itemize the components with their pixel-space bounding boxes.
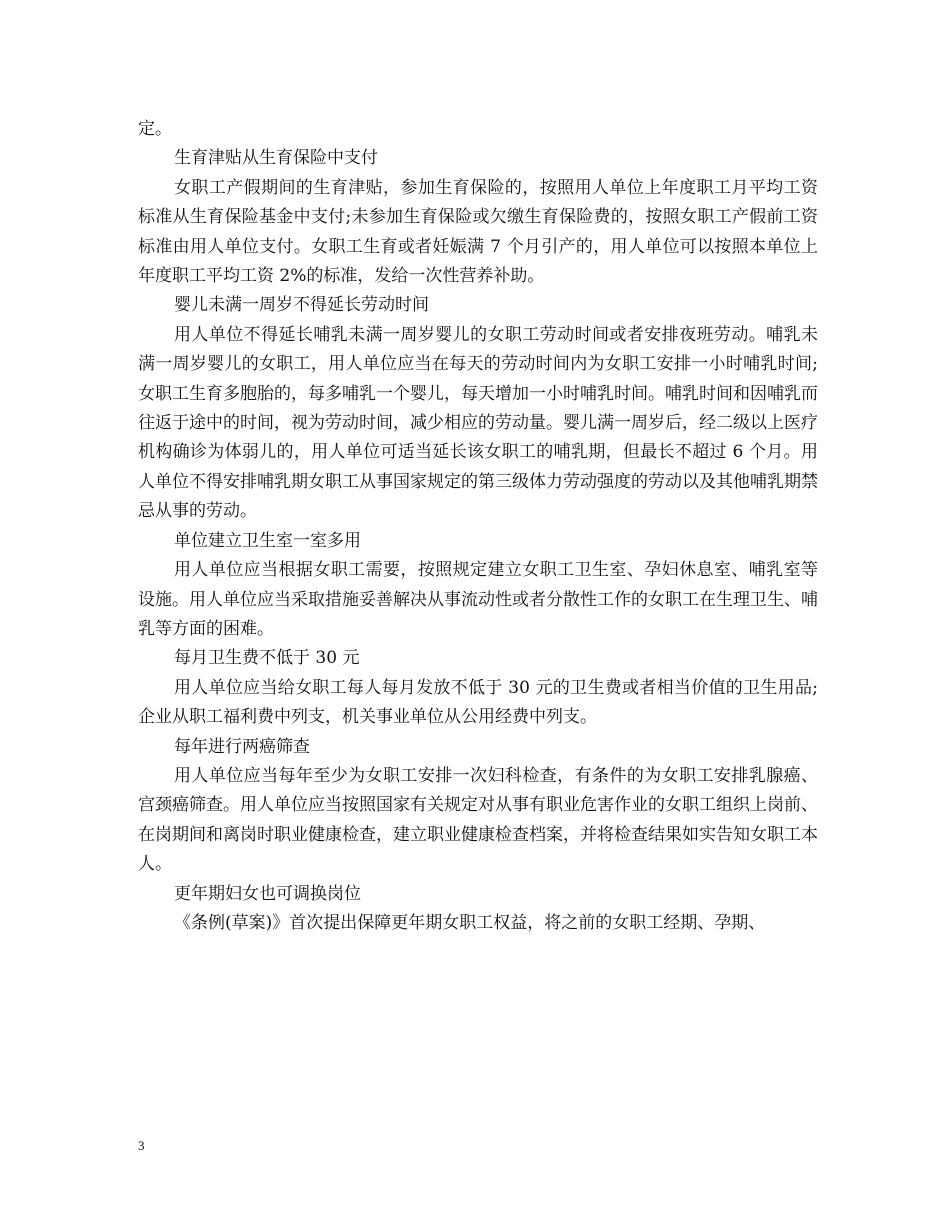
section-heading-health-room: 单位建立卫生室一室多用 [174,530,361,551]
section-heading-menopause-reassignment: 更年期妇女也可调换岗位 [174,883,361,904]
paragraph-menopause-reassignment: 《条例(草案)》首次提出保障更年期女职工权益，将之前的女职工经期、孕期、 [174,912,766,933]
document-body [138,115,818,938]
section-heading-infant-working-hours: 婴儿未满一周岁不得延长劳动时间 [174,295,429,316]
section-heading-cancer-screening: 每年进行两癌筛查 [174,736,310,757]
paragraph-health-room: 用人单位应当根据女职工需要，按照规定建立女职工卫生室、孕妇休息室、哺乳室等设施。用人单位应当采取措施妥善解决从事流动性或者分散性工作的女职工在生理卫生、哺乳等方面的困难。 [138,560,818,639]
paragraph-infant-working-hours: 用人单位不得延长哺乳未满一周岁婴儿的女职工劳动时间或者安排夜班劳动。哺乳未满一周岁婴儿的女职工，用人单位应当在每天的劳动时间内为女职工安排一小时哺乳时间;女职工生育多胞胎的，每多哺乳一个婴儿，每天增加一小时哺乳时间。哺乳时间和因哺乳而往返于途中的时间，视为劳动时间，减少相应的劳动量。婴儿满一周岁后，经二级以上医疗机构确诊为体弱儿的，用人单位可适当延长该女职工的哺乳期，但最长不超过 6 个月。用人单位不得安排哺乳期女职工从事国家规定的第三级体力劳动强度的劳动以及其他哺乳期禁忌从事的劳动。 [138,324,818,522]
paragraph-hygiene-fee: 用人单位应当给女职工每人每月发放不低于 30 元的卫生费或者相当价值的卫生用品;企业从职工福利费中列支，机关事业单位从公用经费中列支。 [138,677,818,728]
page-number: 3 [138,1138,145,1153]
paragraph-maternity-allowance: 女职工产假期间的生育津贴，参加生育保险的，按照用人单位上年度职工月平均工资标准从生育保险基金中支付;未参加生育保险或欠缴生育保险费的，按照女职工产假前工资标准由用人单位支付。女职工生育或者妊娠满 7 个月引产的，用人单位可以按照本单位上年度职工平均工资 2%的标准，发给一次性营养补助。 [138,177,818,287]
paragraph-cancer-screening: 用人单位应当每年至少为女职工安排一次妇科检查，有条件的为女职工安排乳腺癌、宫颈癌筛查。用人单位应当按照国家有关规定对从事有职业危害作业的女职工组织上岗前、在岗期间和离岗时职业健康检查，建立职业健康检查档案，并将检查结果如实告知女职工本人。 [138,765,818,875]
section-heading-hygiene-fee: 每月卫生费不低于 30 元 [174,648,360,669]
continuation-text: 定。 [138,119,172,139]
section-heading-maternity-allowance: 生育津贴从生育保险中支付 [174,148,378,169]
